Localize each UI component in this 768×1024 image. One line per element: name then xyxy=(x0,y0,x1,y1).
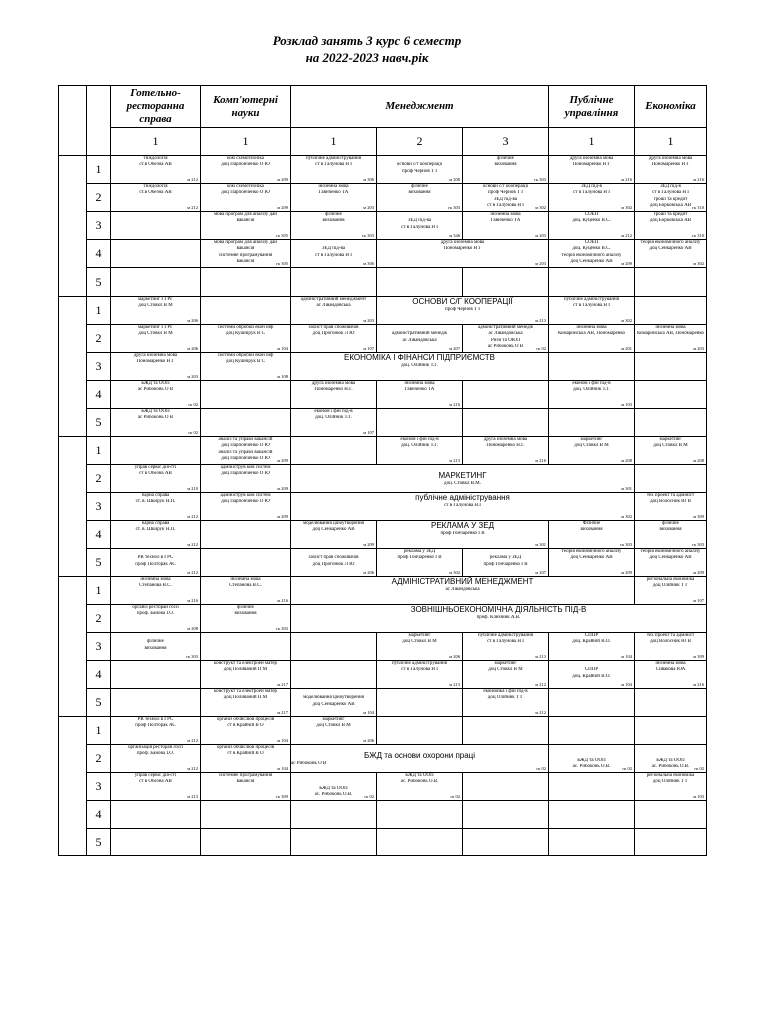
lesson-cell: публічне адміністрування ст в Галунова Н.І м 302 xyxy=(291,493,635,521)
lesson-cell: БЖД та основи охорони праці ас Рибоконь О В гк 02 xyxy=(291,745,549,773)
lesson-cell: захист прав споживачів доц Прогонюк Л Ю м 107 xyxy=(291,325,377,353)
lesson-cell: теорія економічного аналізу доц Сенкаренко АВ м 302 xyxy=(635,240,707,268)
lesson-cell: моделювання ціноутворення доц Сенкаренко АВ м 209 xyxy=(291,521,377,549)
lesson-cell: іноземна мова Гавнченко ТА м 203 xyxy=(291,184,377,212)
lesson-cell xyxy=(549,353,635,381)
group-num: 1 xyxy=(635,128,707,156)
lesson-cell: маркетинг доц Стовкл В М м 206 xyxy=(377,633,463,661)
table-row xyxy=(59,577,707,605)
lesson-cell: економ і фін під-в доц. Олійник Т.Г. м 213 xyxy=(377,437,463,465)
lesson-cell xyxy=(201,801,291,829)
lesson-cell: іноземна мова Степанова В.С. м 216 xyxy=(201,577,291,605)
lesson-cell: конструкт та електроен матер доц Поливаний П М м 217 xyxy=(201,661,291,689)
lesson-cell: конструкт та електроен матер доц Поливаний П М м 217 xyxy=(201,689,291,717)
lesson-cell xyxy=(463,717,549,745)
lesson-cell xyxy=(635,268,707,297)
table-row xyxy=(59,212,707,240)
lesson-cell: фізичне виховання гк 303 xyxy=(463,156,549,184)
day-label xyxy=(59,577,87,717)
lesson-cell: PR технол в ГРС проф Полторак АС м 212 xyxy=(111,717,201,745)
day-label xyxy=(59,437,87,577)
table-row xyxy=(59,381,707,409)
pair-number: 1 xyxy=(87,437,111,465)
lesson-cell xyxy=(291,829,377,856)
lesson-cell xyxy=(201,268,291,297)
lesson-cell: ОСНОВИ С/Г КООПЕРАЦІЇ проф Чернов Т І м 213 xyxy=(377,297,549,325)
lesson-cell xyxy=(549,268,635,297)
table-row xyxy=(59,521,707,549)
spec-cs: Комп'ютерні науки xyxy=(201,86,291,128)
lesson-cell xyxy=(291,801,377,829)
lesson-cell: публічне адміністрування ст в Галунова Н І м 302 xyxy=(549,297,635,325)
lesson-cell xyxy=(635,717,707,745)
pair-number: 5 xyxy=(87,829,111,856)
lesson-cell: іноземна мова Комаринська АВ, Пономаренко м 201 xyxy=(549,325,635,353)
lesson-cell xyxy=(549,829,635,856)
lesson-cell: організація ресторан госп проф. Банова І.О. м 212 xyxy=(111,745,201,773)
lesson-cell xyxy=(549,409,635,437)
table-row xyxy=(59,773,707,801)
table-row xyxy=(59,240,707,268)
lesson-cell: фізичне виховання гк 303 xyxy=(377,184,463,212)
lesson-cell: організ ресторан госп проф. Банова І.О. м 208 xyxy=(111,605,201,633)
group-num: 1 xyxy=(549,128,635,156)
pair-number: 4 xyxy=(87,661,111,689)
lesson-cell xyxy=(377,717,463,745)
table-row xyxy=(59,605,707,633)
spec-public: Публічне управління xyxy=(549,86,635,128)
lesson-cell: економіка і фін під-в доц Олійник Т Г м 212 xyxy=(463,689,549,717)
schedule-table xyxy=(58,85,707,856)
lesson-cell xyxy=(201,549,291,577)
table-row xyxy=(59,745,707,773)
table-row xyxy=(59,297,707,325)
lesson-cell: ЗЕД під-в ст в Галунова Н І м 302 xyxy=(549,184,635,212)
group-num: 1 xyxy=(291,128,377,156)
lesson-cell xyxy=(111,268,201,297)
lesson-cell: маркетинг доц Стовкл В М м 208 xyxy=(549,437,635,465)
table-row xyxy=(59,493,707,521)
pair-number: 4 xyxy=(87,521,111,549)
lesson-cell xyxy=(291,268,377,297)
spec-economics: Економіка xyxy=(635,86,707,128)
lesson-cell: організ обчислюв процесів ст в Крайній В О м 104 xyxy=(201,717,291,745)
lesson-cell: маркетинг доц Стовкл В М м 212 xyxy=(463,661,549,689)
lesson-cell xyxy=(291,661,377,689)
lesson-cell: фізичне виховання гк 303 xyxy=(111,633,201,661)
lesson-cell xyxy=(635,829,707,856)
title-line-1: Розклад занять 3 курс 6 семестр xyxy=(272,33,462,48)
lesson-cell xyxy=(111,801,201,829)
lesson-cell xyxy=(635,465,707,493)
lesson-cell xyxy=(463,268,549,297)
lesson-cell xyxy=(463,829,549,856)
lesson-cell: фізичне виховання гк 303 xyxy=(635,521,707,549)
lesson-cell: основи с/г кооперації проф Чернов Т І м 208 xyxy=(377,156,463,184)
pair-number: 2 xyxy=(87,465,111,493)
day-label xyxy=(59,156,87,297)
lesson-cell: організ обчислюв процесів ст в Крайній В О м 104 xyxy=(201,745,291,773)
table-row xyxy=(59,437,707,465)
corner-cell-2 xyxy=(87,86,111,156)
lesson-cell: ЗЕД під-ва ст в Галунова Н І м 306 xyxy=(291,240,377,268)
lesson-cell xyxy=(463,773,549,801)
lesson-cell: іноземна мова Сивакова ЮА м 216 xyxy=(635,661,707,689)
lesson-cell: ЗОВНІШНЬОЕКОНОМІЧНА ДІЯЛЬНІСТЬ ПІД-В проф. Ключник А.В. xyxy=(291,605,707,633)
lesson-cell: адміністративний менедж ас Лівандовська м 207 xyxy=(377,325,463,353)
lesson-cell: маркетинг з ГРГ доц Стовкл В М м 206 xyxy=(111,325,201,353)
lesson-cell: реклама у ЗЕД проф Гончаренко І В м 302 xyxy=(377,549,463,577)
pair-number: 1 xyxy=(87,577,111,605)
lesson-cell: ЗЕД під-ва ст в Галунова Н І м 346 xyxy=(377,212,463,240)
table-row xyxy=(59,268,707,297)
lesson-cell xyxy=(549,801,635,829)
lesson-cell xyxy=(111,689,201,717)
lesson-cell xyxy=(549,689,635,717)
lesson-cell: публічне адміністрування ст в Галунова Н І м 213 xyxy=(463,633,549,661)
lesson-cell xyxy=(201,381,291,409)
table-row xyxy=(59,829,707,856)
lesson-cell: мова програм для аналізу дан вакансія системне програмування вакансія гк 305 xyxy=(201,240,291,268)
lesson-cell xyxy=(635,801,707,829)
pair-number: 1 xyxy=(87,717,111,745)
lesson-cell xyxy=(635,353,707,381)
pair-number: 4 xyxy=(87,381,111,409)
header-group-row xyxy=(59,128,707,156)
table-row xyxy=(59,549,707,577)
pair-number: 4 xyxy=(87,240,111,268)
lesson-cell: фізичне виховання гк 303 xyxy=(291,212,377,240)
lesson-cell: друга іноземна мова Пономаренко Н Г м 216 xyxy=(635,156,707,184)
day-label xyxy=(59,297,87,437)
lesson-cell: друга іноземна мова Пономаренко Н Г м 203 xyxy=(111,353,201,381)
lesson-cell xyxy=(635,297,707,325)
lesson-cell xyxy=(201,829,291,856)
lesson-cell: економ і фін під-в доц. Олійник Т.Г. м 107 xyxy=(291,409,377,437)
lesson-cell: реклама у ЗЕД проф Гончаренко І В м 207 xyxy=(463,549,549,577)
lesson-cell: економ і фін під-в доц. Олійник Т.Г. м 103 xyxy=(549,381,635,409)
lesson-cell xyxy=(291,437,377,465)
pair-number: 3 xyxy=(87,353,111,381)
table-row xyxy=(59,184,707,212)
lesson-cell xyxy=(635,689,707,717)
lesson-cell: тех проект та адмініст доц Волосник Ю В м 309 xyxy=(635,493,707,521)
lesson-cell xyxy=(377,829,463,856)
lesson-cell: СОЕП доц. Куценко В.С. м 212 xyxy=(549,212,635,240)
group-num: 2 xyxy=(377,128,463,156)
table-row xyxy=(59,661,707,689)
lesson-cell xyxy=(463,409,549,437)
lesson-cell: маркетинг доц Стовкл В М м 208 xyxy=(635,437,707,465)
lesson-cell: адміністративний менедж ас Лівандовська Ризи та ОЮЛ ас Рибоконь О В гк 02 xyxy=(463,325,549,353)
lesson-cell: маркетинг доц Стовкл В М м 206 xyxy=(291,717,377,745)
lesson-cell xyxy=(549,717,635,745)
lesson-cell: управ сервіс дія-сті ст в Обезна АВ м 210 xyxy=(111,465,201,493)
table-row xyxy=(59,325,707,353)
lesson-cell: СППР доц. Крайній В.О. м 104 xyxy=(549,661,635,689)
lesson-cell: СОЕП доц. Куценко В.С. теорія економічного аналізу доц Сенкаренко АВ м 209 xyxy=(549,240,635,268)
lesson-cell: БЖД та ООП ас. Рибоконь О.В. гк 02 xyxy=(635,745,707,773)
lesson-cell: друга іноземна мова Пономаренко Н.Г. м 216 xyxy=(463,437,549,465)
lesson-cell: гроші та кредит доц Борковська АВ гк 310 xyxy=(635,212,707,240)
lesson-cell: управ сервіс дія-сті ст в Обезна АВ м 213 xyxy=(111,773,201,801)
pair-number: 5 xyxy=(87,409,111,437)
lesson-cell: публічне адміністрування ст в Галунова Н І м 306 xyxy=(291,156,377,184)
pair-number: 3 xyxy=(87,633,111,661)
spec-hrs: Готельно-ресторанна справа xyxy=(111,86,201,128)
table-row xyxy=(59,409,707,437)
lesson-cell xyxy=(635,409,707,437)
lesson-cell xyxy=(377,409,463,437)
pair-number: 1 xyxy=(87,156,111,184)
lesson-cell xyxy=(111,240,201,268)
table-row xyxy=(59,689,707,717)
lesson-cell: БЖД та ООП ас. Рибоконь О.В. гк 02 xyxy=(377,773,463,801)
lesson-cell xyxy=(635,381,707,409)
day-label xyxy=(59,717,87,856)
lesson-cell: мова програм для аналізу дан вакансія гк 305 xyxy=(201,212,291,240)
lesson-cell: ком схемотехніка доц Парпонченко О Ю м 209 xyxy=(201,156,291,184)
lesson-cell: моделювання ціноутворення доц Сенкаренко АВ м 104 xyxy=(291,689,377,717)
table-row xyxy=(59,801,707,829)
lesson-cell: друга іноземна мова Пономаренко Н.Г. xyxy=(291,381,377,409)
lesson-cell: АДМІНІСТРАТИВНИЙ МЕНЕДЖМЕНТ ас Лівандовська xyxy=(291,577,635,605)
lesson-cell xyxy=(111,437,201,465)
lesson-cell: БЖД та ООП ас Рибоконь О В гк 02 xyxy=(111,381,201,409)
pair-number: 2 xyxy=(87,325,111,353)
lesson-cell: друга іноземна мова Пономаренко Н Г м 203 xyxy=(377,240,549,268)
corner-cell xyxy=(59,86,87,156)
lesson-cell: публічне адміністрування ст в Галунова Н І м 213 xyxy=(377,661,463,689)
lesson-cell: іноземна мова Гавнченко ТА м 216 xyxy=(377,381,463,409)
lesson-cell: основи с/г кооперації проф Чернов Т І ЗЕД під-ва ст в Галунова Н І м 302 xyxy=(463,184,549,212)
header-spec-row xyxy=(59,86,707,128)
lesson-cell: адмініструв ком систем доц Парпонченко О Ю м 209 xyxy=(201,465,291,493)
lesson-cell: маркетинг з ГРГ доц Стовкл В М м 206 xyxy=(111,297,201,325)
lesson-cell: БЖД та ООП ас Рибоконь О В гк 02 xyxy=(111,409,201,437)
lesson-cell: барна справа ст. в. Шкирук Н.П. м 212 xyxy=(111,493,201,521)
lesson-cell: іноземна мова Комаринська АВ, Пономаренко м 203 xyxy=(635,325,707,353)
lesson-cell: БЖД та ООП ас. Рибоконь О.В. гк 02 xyxy=(549,745,635,773)
lesson-cell: МАРКЕТИНГ доц. Стовкл В.М. м 301 xyxy=(291,465,635,493)
pair-number: 1 xyxy=(87,297,111,325)
lesson-cell xyxy=(377,268,463,297)
lesson-cell: адмініструв ком систем доц Парпонченко О Ю м 209 xyxy=(201,493,291,521)
lesson-cell xyxy=(377,689,463,717)
group-num: 1 xyxy=(201,128,291,156)
pair-number: 5 xyxy=(87,268,111,297)
lesson-cell: Фізичне виховання гк 303 xyxy=(549,521,635,549)
pair-number: 5 xyxy=(87,689,111,717)
lesson-cell: тех проект та адмініст доц Волосник Ю В м 309 xyxy=(635,633,707,661)
lesson-cell: аналіз та управл вакансій доц Парпонченко О Ю аналіз та управл вакансій доц Парпонченко О Ю м 209 xyxy=(201,437,291,465)
lesson-cell xyxy=(463,801,549,829)
lesson-cell: теорія економічного аналізу доц Сенкаренко АВ м 209 xyxy=(549,549,635,577)
group-num: 1 xyxy=(111,128,201,156)
lesson-cell: PR технол в ГРС проф Полторак АС м 212 xyxy=(111,549,201,577)
lesson-cell xyxy=(377,801,463,829)
lesson-cell: системи обробки екон інф доц Кушнірук В С м 104 xyxy=(201,325,291,353)
lesson-cell: БЖД та ООП ас. Рибоконь О.В. гк 02 xyxy=(291,773,377,801)
group-num: 3 xyxy=(463,128,549,156)
table-row xyxy=(59,353,707,381)
lesson-cell: регіональна економіка доц Олійник Т Г м 103 xyxy=(635,773,707,801)
lesson-cell: захист прав споживачів доц Прогонюк Л Ю м 206 xyxy=(291,549,377,577)
pair-number: 3 xyxy=(87,212,111,240)
lesson-cell xyxy=(111,829,201,856)
page-title xyxy=(0,32,734,66)
lesson-cell xyxy=(201,521,291,549)
pair-number: 3 xyxy=(87,773,111,801)
lesson-cell xyxy=(549,773,635,801)
lesson-cell xyxy=(463,381,549,409)
table-row xyxy=(59,465,707,493)
lesson-cell: барна справа ст. в. Шкирук Н.П. м 212 xyxy=(111,521,201,549)
lesson-cell: друга іноземна мова Пономаренко Н Г м 216 xyxy=(549,156,635,184)
pair-number: 2 xyxy=(87,745,111,773)
lesson-cell: теорія економічного аналізу доц Сенкаренко АВ м 209 xyxy=(635,549,707,577)
title-line-2: на 2022-2023 навч.рік xyxy=(305,50,429,65)
pair-number: 5 xyxy=(87,549,111,577)
pair-number: 4 xyxy=(87,801,111,829)
lesson-cell: РЕКЛАМА У ЗЕД проф Гончаренко І В м 301 xyxy=(377,521,549,549)
pair-number: 2 xyxy=(87,605,111,633)
lesson-cell: системне програмування вакансія гк 309 xyxy=(201,773,291,801)
lesson-cell: фізичне виховання гк 303 xyxy=(201,605,291,633)
table-row xyxy=(59,633,707,661)
table-row xyxy=(59,156,707,184)
lesson-cell: системи обробки екон інф доц Кушнірук В С м 108 xyxy=(201,353,291,381)
lesson-cell xyxy=(291,633,377,661)
lesson-cell xyxy=(111,212,201,240)
lesson-cell xyxy=(201,297,291,325)
lesson-cell: ЕКОНОМІКА І ФІНАНСИ ПІДПРИЄМСТВ доц. Олійник Т.Г. xyxy=(291,353,549,381)
lesson-cell: іноземна мова Степанова В.С. м 216 xyxy=(111,577,201,605)
lesson-cell xyxy=(201,409,291,437)
lesson-cell: іноземна мова Гавнченко ТА м 203 xyxy=(463,212,549,240)
lesson-cell: регіональна економіка доц Олійник Т Г м 107 xyxy=(635,577,707,605)
lesson-cell: ЗЕД під-в ст в Галунова Н І гроші та кредит доц Борковська АВ гк 310 xyxy=(635,184,707,212)
lesson-cell: тиждологія ст.в Обезна АВ м 212 xyxy=(111,156,201,184)
table-row xyxy=(59,717,707,745)
lesson-cell: адміністративний менеджмент ас Лівандовська м 203 xyxy=(291,297,377,325)
lesson-cell: СППР доц. Крайній В.О. м 104 xyxy=(549,633,635,661)
lesson-cell: ком схемотехніка доц Парпонченко О Ю м 209 xyxy=(201,184,291,212)
pair-number: 2 xyxy=(87,184,111,212)
lesson-cell xyxy=(201,633,291,661)
spec-management: Менеджмент xyxy=(291,86,549,128)
lesson-cell xyxy=(111,661,201,689)
lesson-cell: тиждологія ст.в Обезна АВ м 212 xyxy=(111,184,201,212)
pair-number: 3 xyxy=(87,493,111,521)
